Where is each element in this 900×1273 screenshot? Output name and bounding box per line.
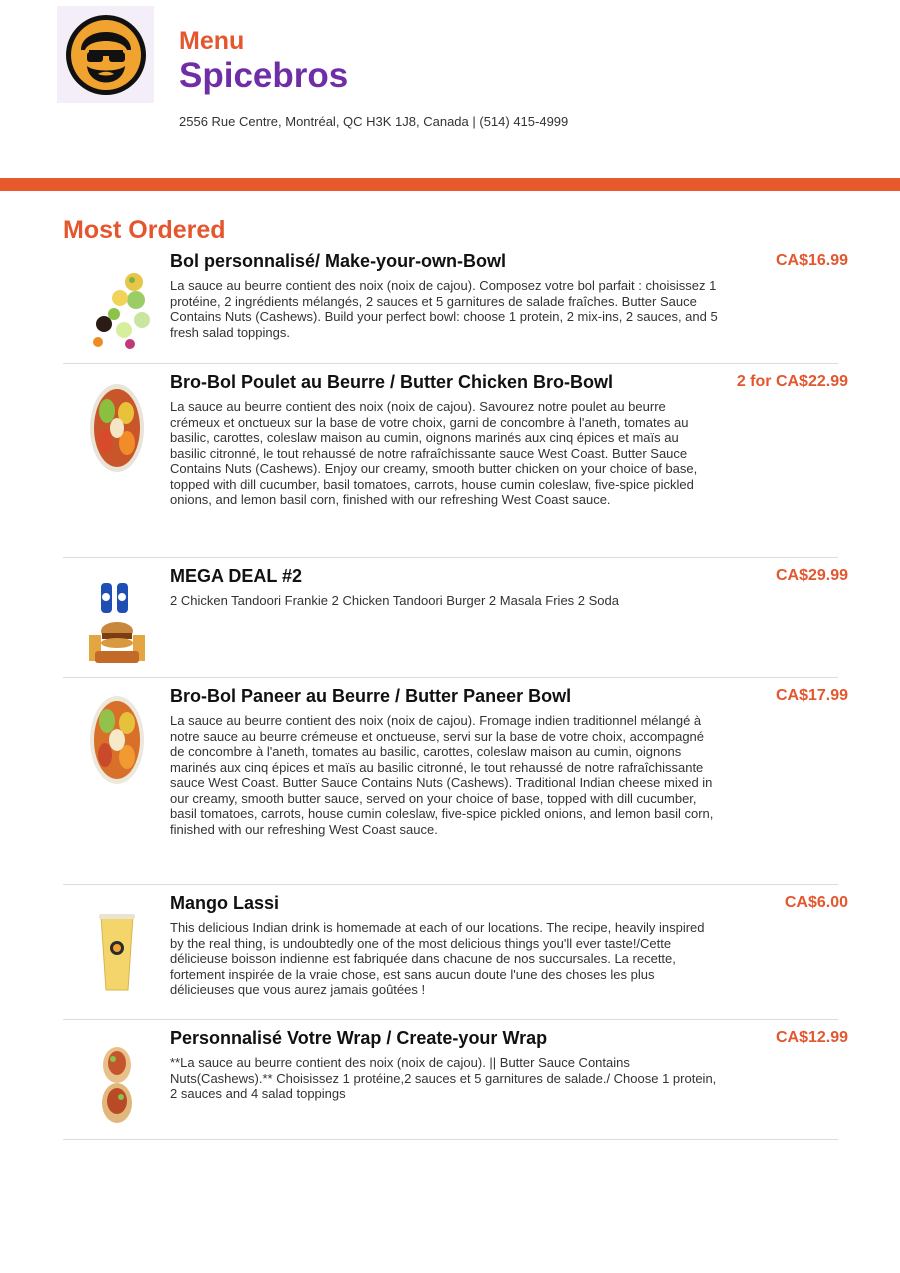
item-price: CA$6.00	[784, 894, 848, 911]
item-description: La sauce au beurre contient des noix (noix de cajou). Savourez notre poulet au beurre crémeux et onctueux sur la base de votre choix, garni de concombre à l'aneth, tomates au basilic, carottes, coleslaw maison au cumin, oignons marinés aux cinq épices et maïs au basilic citronné, le tout rehaussé de notre rafraîchissante sauce West Coast. Butter Sauce Contains Nuts (Cashews). Enjoy our creamy, smooth butter chicken on your choice of base, topped with dill cucumber, basil tomatoes, carrots, house cumin coleslaw, five-spice pickled onions, and lemon basil corn, finished with our refreshing West Coast sauce.	[170, 399, 698, 507]
mega-deal-combo-image	[87, 581, 147, 665]
item-description: La sauce au beurre contient des noix (noix de cajou). Fromage indien traditionnel mélangé à notre sauce au beurre crémeuse et onctueuse, servi sur la base de votre choix, accompagné de concombre à l'aneth, tomates au basilic, carottes, coleslaw maison au cumin, oignons marinés aux cinq épices et maïs au basilic citronné, le tout rehaussé de notre rafraîchissante sauce West Coast. Butter Sauce Contains Nuts (Cashews). Traditional Indian cheese mixed in our creamy, smooth butter sauce, served on your choice of base, topped with dill cucumber, basil tomatoes, carrots, house cumin coleslaw, five-spice pickled onions, and lemon basil corn, finished with our refreshing West Coast sauce.	[170, 713, 714, 837]
item-name: Mango Lassi	[170, 893, 280, 913]
item-name: Bro-Bol Paneer au Beurre / Butter Paneer Bowl	[170, 686, 572, 706]
menu-item[interactable]	[63, 364, 848, 558]
item-name: Personnalisé Votre Wrap / Create-your Wrap	[170, 1028, 548, 1048]
item-name: Bro-Bol Poulet au Beurre / Butter Chicken Bro-Bowl	[170, 372, 614, 392]
butter-chicken-bowl-image	[89, 383, 145, 473]
item-price: CA$17.99	[775, 687, 848, 704]
item-description: 2 Chicken Tandoori Frankie 2 Chicken Tandoori Burger 2 Masala Fries 2 Soda	[170, 593, 619, 608]
item-price: CA$12.99	[775, 1029, 848, 1046]
brand-name: Spicebros	[179, 56, 349, 95]
item-description: **La sauce au beurre contient des noix (noix de cajou). || Butter Sauce Contains Nuts(Cashews).** Choisissez 1 protéine,2 sauces et 5 garnitures de salade./ Choose 1 protein, 2 sauces and 4 salad toppings	[170, 1055, 717, 1101]
item-name: Bol personnalisé/ Make-your-own-Bowl	[170, 251, 507, 271]
item-price: CA$29.99	[775, 567, 848, 584]
item-name: MEGA DEAL #2	[170, 566, 303, 586]
menu-item[interactable]	[63, 678, 848, 885]
menu-items-list	[63, 250, 848, 1140]
menu-item[interactable]	[63, 885, 848, 1020]
item-description: This delicious Indian drink is homemade at each of our locations. The recipe, heavily inspired by the real thing, is undoubtedly one of the most delicious things you'll ever taste!/Cette délicieuse boisson indienne est fabriquée dans chacune de nos succursales. La recette, fortement inspirée de la vraie chose, est sans aucun doute l'une des choses les plus délicieuses que vous aurez jamais goûtées !	[170, 920, 705, 997]
butter-paneer-bowl-image	[89, 695, 145, 785]
menu-item[interactable]	[63, 1020, 848, 1140]
item-description: La sauce au beurre contient des noix (noix de cajou). Composez votre bol parfait : choisissez 1 protéine, 2 ingrédients mélangés, 2 sauces et 5 garnitures de salade fraîches. Butter Sauce Contains Nuts (Cashews). Build your perfect bowl: choose 1 protein, 2 mix-ins, 2 sauces, and 5 fresh salad toppings.	[170, 278, 718, 340]
menu-label: Menu	[179, 27, 245, 55]
make-your-own-bowl-image	[84, 268, 150, 350]
bearded-man-turban-sunglasses-icon	[65, 14, 147, 96]
item-price: CA$16.99	[775, 252, 848, 269]
mango-lassi-cup-image	[97, 912, 137, 992]
menu-item[interactable]	[63, 558, 848, 678]
menu-item[interactable]	[63, 250, 848, 364]
item-price: 2 for CA$22.99	[736, 373, 848, 390]
wrap-image	[97, 1043, 137, 1127]
logo	[57, 6, 154, 103]
header	[179, 27, 568, 129]
header-divider-bar	[0, 178, 900, 191]
restaurant-address: 2556 Rue Centre, Montréal, QC H3K 1J8, Canada | (514) 415-4999	[179, 114, 569, 129]
section-title: Most Ordered	[63, 216, 226, 244]
